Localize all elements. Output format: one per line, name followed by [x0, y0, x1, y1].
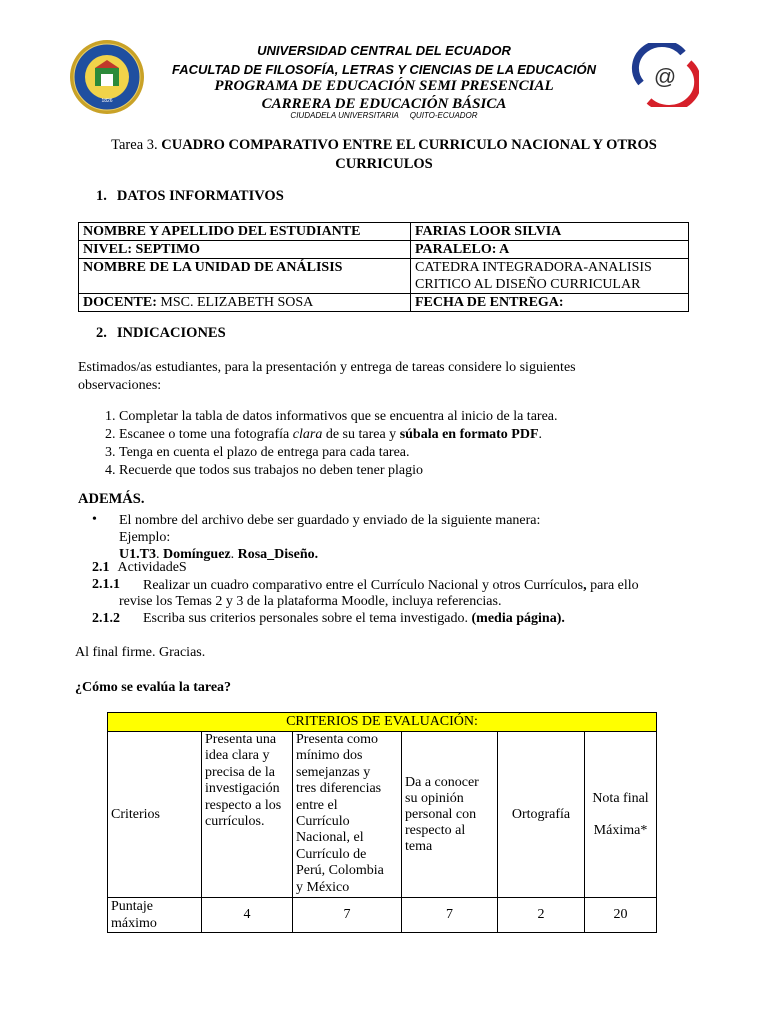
intro-line1: Estimados/as estudiantes, para la presentación y entrega de tareas considere lo siguientes: [78, 360, 576, 375]
c1-l5: respecto a los: [205, 797, 282, 813]
activity-1-text: [143, 577, 703, 594]
university-name: UNIVERSIDAD CENTRAL DEL ECUADOR: [257, 43, 511, 58]
list-item: 1. Completar la tabla de datos informativos que se encuentra al inicio de la tarea.: [119, 408, 759, 426]
teacher-cell: [79, 294, 411, 312]
svg-text:1826: 1826: [101, 98, 113, 104]
c1-l3: precisa de la: [205, 764, 275, 780]
unit-value-line1: CATEDRA INTEGRADORA-ANALISIS: [415, 260, 652, 275]
unit-value: [411, 259, 689, 294]
intro-line2: observaciones:: [78, 378, 162, 393]
activity-2-number: 2.1.2: [92, 611, 120, 626]
evaluation-question: ¿Cómo se evalúa la tarea?: [75, 680, 232, 695]
section-2-number: 2.: [96, 325, 107, 341]
teacher-value: MSC. ELIZABETH SOSA: [156, 295, 314, 310]
ex-d: .: [230, 547, 238, 562]
parallel-cell: PARALELO: A: [411, 241, 689, 259]
i2-pdf: súbala en formato PDF: [399, 427, 539, 442]
section-2-heading: [96, 325, 226, 342]
c2-l9: Perú, Colombia: [296, 863, 384, 879]
activity-2-bold: (media página).: [471, 611, 565, 626]
table-row: [108, 713, 657, 732]
file-naming-block: [119, 512, 540, 563]
section-1-title: DATOS INFORMATIVOS: [116, 188, 284, 204]
program-name: PROGRAMA DE EDUCACIÓN SEMI PRESENCIAL: [214, 78, 554, 94]
c2-l6: Currículo: [296, 814, 350, 830]
activity-2-text-a: Escriba sus criterios personales sobre el tema investigado.: [143, 611, 472, 626]
i2-e: .: [538, 427, 543, 442]
career-name: CARRERA DE EDUCACIÓN BÁSICA: [261, 96, 507, 112]
criteria-label: Criterios: [108, 732, 202, 898]
activity-1-line1: [143, 577, 703, 594]
score-label: [108, 898, 202, 933]
section-1-number: 1.: [96, 188, 107, 204]
c1-l4: investigación: [205, 781, 280, 797]
i2-c: de su tarea y: [322, 427, 400, 442]
c3-l2: su opinión: [405, 790, 464, 806]
criteria-table: [107, 712, 657, 933]
c3-l5: tema: [405, 838, 433, 854]
campus-address: CIUDADELA UNIVERSITARIA QUITO-ECUADOR: [290, 111, 478, 120]
c3-l1: Da a conocer: [405, 774, 479, 790]
c1-l1: Presenta una: [205, 732, 277, 747]
score-1: 4: [202, 898, 293, 933]
ex-a: U1.T3: [119, 547, 156, 562]
task-title-line1: CUADRO COMPARATIVO ENTRE EL CURRICULO NACIONAL Y OTROS: [161, 137, 657, 153]
i2-clara: clara: [292, 427, 323, 442]
bullet-icon: •: [92, 512, 97, 527]
student-name-value: FARIAS LOOR SILVIA: [411, 223, 689, 241]
score-2: 7: [293, 898, 402, 933]
level-cell: NIVEL: SEPTIMO: [79, 241, 411, 259]
table-row: [108, 732, 657, 898]
ademas-heading: ADEMÁS.: [78, 491, 145, 507]
c2-l1: Presenta como: [296, 732, 379, 747]
activity-2-text: [143, 611, 565, 627]
list-item: [119, 426, 759, 444]
table-row: [108, 898, 657, 933]
c1-l6: currículos.: [205, 814, 265, 830]
criterion-1: [202, 732, 293, 898]
section-2-title: INDICACIONES: [116, 325, 226, 341]
c2-l7: Nacional, el: [296, 830, 364, 846]
c2-l4: tres diferencias: [296, 781, 382, 797]
c5-line2: Máxima*: [593, 822, 648, 838]
student-name-label: NOMBRE Y APELLIDO DEL ESTUDIANTE: [79, 223, 411, 241]
activities-heading: [92, 560, 187, 576]
indications-list: [78, 408, 759, 480]
activity-1-line2: revise los Temas 2 y 3 de la plataforma Moodle, incluya referencias.: [119, 594, 502, 609]
i2-a: Escanee o tome una fotografía: [119, 427, 293, 442]
teacher-label: DOCENTE:: [83, 295, 157, 310]
ex-c: Domínguez: [162, 547, 231, 562]
intro-paragraph: [78, 359, 576, 395]
activities-number: 2.1: [92, 560, 110, 575]
criterion-2: [293, 732, 402, 898]
criteria-header: CRITERIOS DE EVALUACIÓN:: [108, 713, 657, 732]
activities-title: ActividadeS: [117, 560, 187, 575]
activity-1-line1-a: Realizar un cuadro comparativo entre el Currículo Nacional y otros Currículos: [143, 578, 584, 593]
c2-l10: y México: [296, 879, 350, 895]
table-row: [79, 223, 689, 241]
unit-value-line2: CRITICO AL DISEÑO CURRICULAR: [415, 277, 641, 292]
score-label-1: Puntaje: [111, 899, 153, 914]
activity-1-line1-b: para ello: [586, 578, 639, 593]
c3-l3: personal con: [405, 806, 477, 822]
criterion-3: [402, 732, 498, 898]
list-item: 3. Tenga en cuenta el plazo de entrega para cada tarea.: [119, 444, 759, 462]
activity-1-comma: ,: [583, 578, 587, 593]
ex-e: Rosa_Diseño.: [237, 547, 319, 562]
table-row: [79, 259, 689, 294]
table-row: [79, 241, 689, 259]
faculty-name: FACULTAD DE FILOSOFÍA, LETRAS Y CIENCIAS DE LA EDUCACIÓN: [172, 62, 596, 77]
section-1-heading: [96, 188, 284, 205]
c5-line1: Nota final: [592, 790, 649, 806]
criterion-4: Ortografía: [498, 732, 585, 898]
score-3: 7: [402, 898, 498, 933]
score-4: 2: [498, 898, 585, 933]
due-date-label: FECHA DE ENTREGA:: [411, 294, 689, 312]
file-naming-line1: El nombre del archivo debe ser guardado y enviado de la siguiente manera:: [119, 513, 541, 528]
c2-l8: Currículo de: [296, 846, 367, 862]
activity-1-number: 2.1.1: [92, 577, 120, 592]
c1-l2: idea clara y: [205, 748, 270, 764]
info-table: [78, 222, 689, 312]
unit-label: NOMBRE DE LA UNIDAD DE ANÁLISIS: [79, 259, 411, 294]
c2-l3: semejanzas y: [296, 764, 371, 780]
list-item: 4. Recuerde que todos sus trabajos no deben tener plagio: [119, 462, 759, 480]
task-title: [0, 137, 768, 154]
table-row: [79, 294, 689, 312]
file-naming-line2: Ejemplo:: [119, 530, 171, 545]
score-5: 20: [585, 898, 657, 933]
closing-text: Al final firme. Gracias.: [75, 645, 206, 660]
ex-b: .: [155, 547, 163, 562]
score-label-2: máximo: [111, 916, 157, 931]
c2-l2: mínimo dos: [296, 748, 363, 764]
at-symbol-icon: @: [653, 64, 677, 89]
criterion-5: [585, 732, 657, 898]
c3-l4: respecto al: [405, 822, 466, 838]
task-prefix: Tarea 3.: [111, 137, 162, 153]
c2-l5: entre el: [296, 797, 338, 813]
task-title-line2: CURRICULOS: [335, 156, 433, 172]
